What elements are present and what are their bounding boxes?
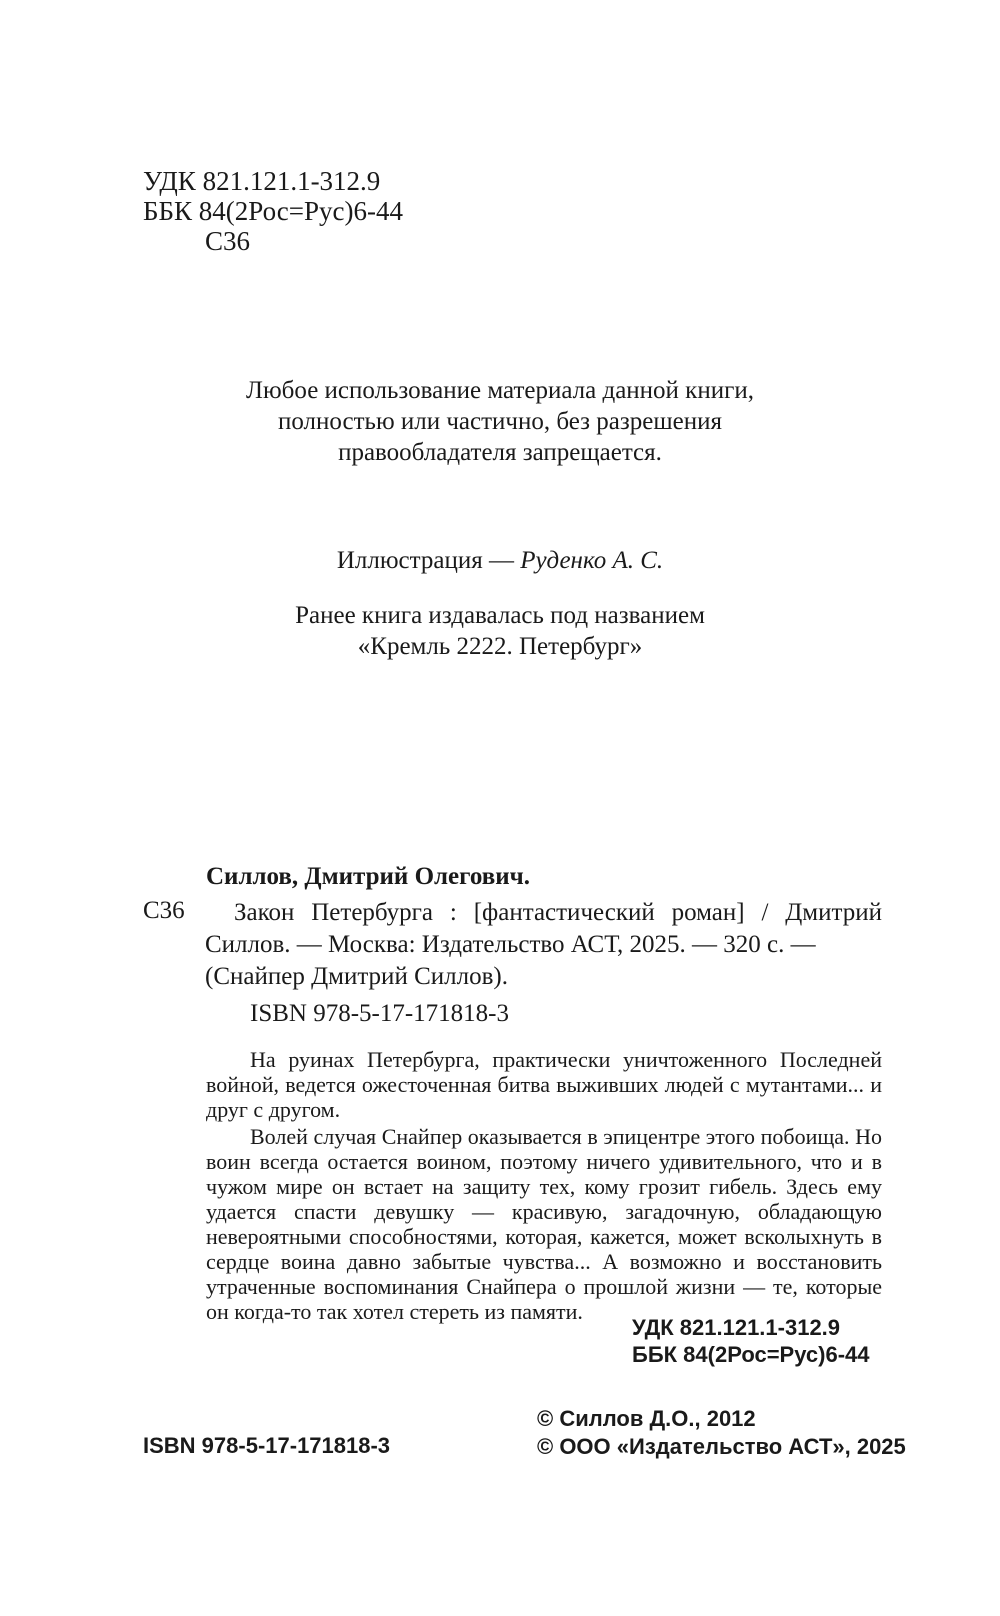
- catalog-description-line: Закон Петербурга : [фантастический роман] / Дмитрий: [234, 899, 882, 926]
- catalog-description-line: (Снайпер Дмитрий Силлов).: [205, 963, 508, 990]
- copyright-block: [537, 1405, 906, 1461]
- classification-block: [143, 166, 403, 256]
- rights-notice-line: правообладателя запрещается.: [338, 439, 662, 466]
- earlier-title: [0, 600, 1000, 662]
- rights-notice-line: Любое использование материала данной книги,: [246, 377, 754, 404]
- catalog-author: Силлов, Дмитрий Олегович.: [206, 863, 530, 890]
- isbn-bottom: ISBN 978-5-17-171818-3: [143, 1433, 391, 1458]
- bottom-udk: УДК 821.121.1-312.9: [632, 1315, 841, 1340]
- illustration-label: Иллюстрация —: [336, 547, 514, 574]
- author-mark: С36: [205, 226, 251, 256]
- bottom-bbk: ББК 84(2Рос=Рус)6-44: [632, 1342, 870, 1367]
- illustration-credit: [0, 545, 1000, 576]
- annotation-paragraph: Волей случая Снайпер оказывается в эпицентре этого побоища. Но воин всегда остается воином, поэтому ничего удивительного, что и в чужом мире он встает на защиту тех, кому грозит гибель. Здесь ему удается спасти девушку — красивую, загадочную, обладающую невероятными способностями, которая, кажется, может всколыхнуть в сердце воина давно забытые чувства... А возможно и восстановить утраченные воспоминания Снайпера о прошлой жизни — те, которые он когда-то так хотел стереть из памяти.: [206, 1124, 882, 1324]
- illustrator-name: Руденко А. С.: [520, 547, 664, 574]
- annotation-paragraph: На руинах Петербурга, практически уничтоженного Последней войной, ведется ожесточенная битва выживших людей с мутантами... и друг с другом.: [206, 1047, 882, 1122]
- bottom-classification: [632, 1314, 870, 1368]
- bbk-code: ББК 84(2Рос=Рус)6-44: [143, 196, 403, 226]
- rights-notice: [0, 375, 1000, 468]
- copyright-line: © ООО «Издательство АСТ», 2025: [537, 1434, 906, 1459]
- earlier-title-line: Ранее книга издавалась под названием: [295, 602, 705, 629]
- catalog-description-line: Силлов. — Москва: Издательство АСТ, 2025. — 320 с. —: [205, 931, 816, 958]
- catalog-code: С36: [143, 897, 185, 924]
- earlier-title-line: «Кремль 2222. Петербург»: [357, 633, 643, 660]
- catalog-description: [206, 897, 882, 993]
- annotation: [206, 1047, 882, 1324]
- udk-code: УДК 821.121.1-312.9: [143, 166, 381, 196]
- copyright-line: © Силлов Д.О., 2012: [537, 1406, 756, 1431]
- catalog-isbn: ISBN 978-5-17-171818-3: [250, 1000, 510, 1027]
- rights-notice-line: полностью или частично, без разрешения: [278, 408, 722, 435]
